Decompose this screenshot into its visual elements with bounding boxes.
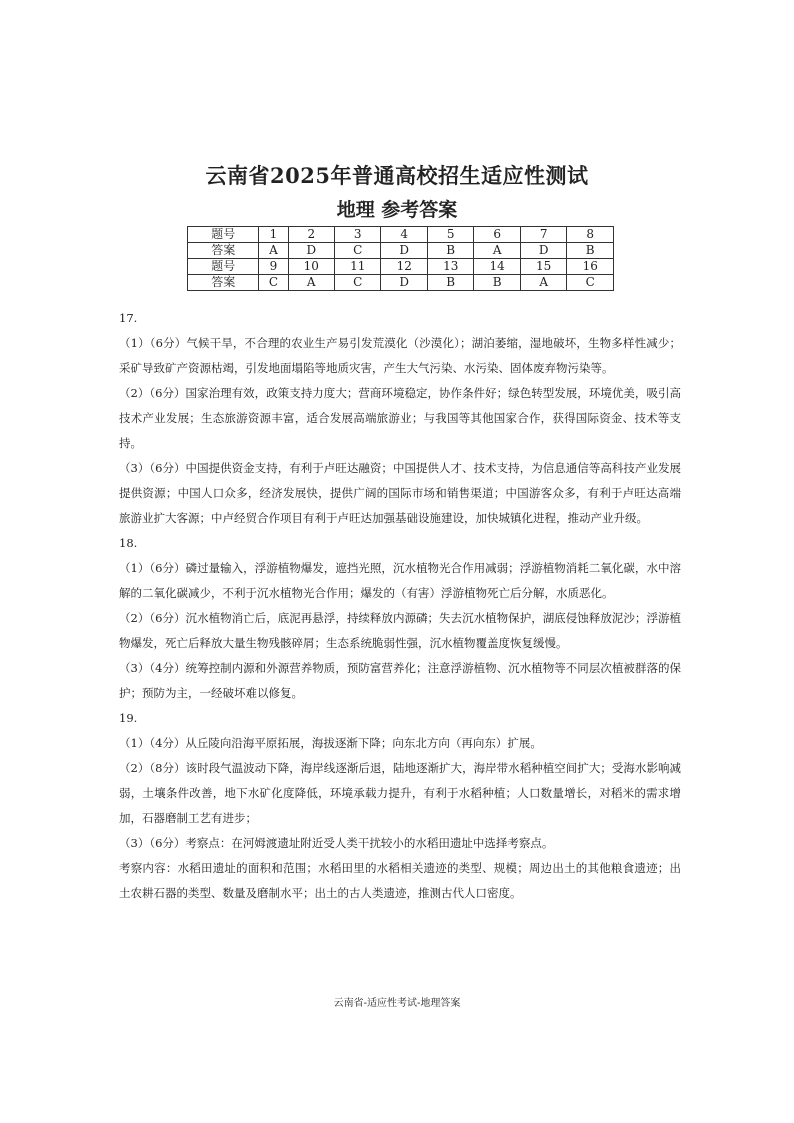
answer-paragraph: （1）（4分）从丘陵向沿海平原拓展，海拔逐渐下降；向东北方向（再向东）扩展。 <box>119 736 542 750</box>
answer-table-cell: 15 <box>520 259 566 275</box>
answer-table-cell: 14 <box>474 259 520 275</box>
answer-table-row <box>188 227 614 243</box>
answer-content <box>119 306 681 906</box>
answer-table-cell: B <box>427 243 473 259</box>
question-number: 19. <box>119 711 138 725</box>
answer-table-cell: C <box>335 243 381 259</box>
question-number: 17. <box>119 311 138 325</box>
answer-table-cell: A <box>474 243 520 259</box>
answer-table-cell: B <box>474 275 520 291</box>
answer-table-header-cell: 题号 <box>188 227 259 243</box>
answer-table <box>187 226 614 291</box>
answer-table-cell: 9 <box>259 259 288 275</box>
answer-table-cell: C <box>335 275 381 291</box>
answer-paragraph: （3）（6分）考察点：在河姆渡遗址附近受人类干扰较小的水稻田遗址中选择考察点。 <box>119 836 554 850</box>
answer-paragraph: （3）（4分）统筹控制内源和外源营养物质，预防富营养化；注意浮游植物、沉水植物等不同层次植被群落的保护；预防为主，一经破坏难以修复。 <box>119 661 681 700</box>
answer-table-cell: 7 <box>520 227 566 243</box>
answer-table-cell: D <box>381 243 427 259</box>
page-footer: 云南省-适应性考试-地理答案 <box>333 998 461 1009</box>
answer-paragraph: （2）（8分）该时段气温波动下降，海岸线逐渐后退，陆地逐渐扩大，海岸带水稻种植空间扩大；受海水影响减弱，土壤条件改善，地下水矿化度降低，环境承载力提升，有利于水稻种植；人口数量增长，对稻米的需求增加，石器磨制工艺有进步； <box>119 761 681 825</box>
answer-table-cell: D <box>288 243 334 259</box>
answer-table-row <box>188 243 614 259</box>
answer-table-cell: 2 <box>288 227 334 243</box>
answer-paragraph: （2）（6分）国家治理有效，政策支持力度大；营商环境稳定，协作条件好；绿色转型发展，环境优美，吸引高技术产业发展；生态旅游资源丰富，适合发展高端旅游业；与我国等其他国家合作，获得国际资金、技术等支持。 <box>119 386 681 450</box>
answer-paragraph: （1）（6分）气候干旱，不合理的农业生产易引发荒漠化（沙漠化）；湖泊萎缩，湿地破坏，生物多样性减少；采矿导致矿产资源枯竭，引发地面塌陷等地质灾害，产生大气污染、水污染、固体废弃物污染等。 <box>119 336 681 375</box>
answer-table-cell: D <box>520 243 566 259</box>
question-block <box>119 306 681 531</box>
answer-table-cell: 5 <box>427 227 473 243</box>
answer-table-cell: 12 <box>381 259 427 275</box>
answer-paragraph: （2）（6分）沉水植物消亡后，底泥再悬浮，持续释放内源磷；失去沉水植物保护，湖底侵蚀释放泥沙；浮游植物爆发，死亡后释放大量生物残骸碎屑；生态系统脆弱性强，沉水植物覆盖度恢复缓慢。 <box>119 611 681 650</box>
answer-table-cell: 1 <box>259 227 288 243</box>
answer-table-cell: 10 <box>288 259 334 275</box>
answer-table-cell: A <box>259 243 288 259</box>
page-title: 云南省2025年普通高校招生适应性测试 <box>205 163 589 188</box>
answer-paragraph: 考察内容：水稻田遗址的面积和范围；水稻田里的水稻相关遗迹的类型、规模；周边出土的其他粮食遗迹；出土农耕石器的类型、数量及磨制水平；出土的古人类遗迹，推测古代人口密度。 <box>119 861 681 900</box>
answer-paragraph: （3）（6分）中国提供资金支持，有利于卢旺达融资；中国提供人才、技术支持，为信息通信等高科技产业发展提供资源；中国人口众多，经济发展快，提供广阔的国际市场和销售渠道；中国游客众多，有利于卢旺达高端旅游业扩大客源；中卢经贸合作项目有利于卢旺达加强基础设施建设，加快城镇化进程，推动产业升级。 <box>119 461 681 525</box>
answer-table-cell: C <box>259 275 288 291</box>
answer-table-row <box>188 275 614 291</box>
answer-table-cell: C <box>567 275 614 291</box>
page-subtitle: 地理 参考答案 <box>336 199 458 221</box>
answer-table-header-cell: 题号 <box>188 259 259 275</box>
answer-table-row <box>188 259 614 275</box>
answer-table-cell: 13 <box>427 259 473 275</box>
answer-table-cell: 16 <box>567 259 614 275</box>
answer-table-cell: 4 <box>381 227 427 243</box>
answer-table-cell: D <box>381 275 427 291</box>
answer-table-cell: A <box>520 275 566 291</box>
answer-table-cell: 11 <box>335 259 381 275</box>
answer-table-header-cell: 答案 <box>188 243 259 259</box>
answer-table-cell: 3 <box>335 227 381 243</box>
answer-table-cell: 8 <box>567 227 614 243</box>
answer-paragraph: （1）（6分）磷过量输入，浮游植物爆发，遮挡光照，沉水植物光合作用减弱；浮游植物消耗二氧化碳，水中溶解的二氧化碳减少，不利于沉水植物光合作用；爆发的（有害）浮游植物死亡后分解，水质恶化。 <box>119 561 681 600</box>
answer-table-cell: B <box>427 275 473 291</box>
answer-table-cell: 6 <box>474 227 520 243</box>
answer-table-cell: A <box>288 275 334 291</box>
question-number: 18. <box>119 536 138 550</box>
question-block <box>119 531 681 706</box>
answer-table-cell: B <box>567 243 614 259</box>
question-block <box>119 706 681 906</box>
answer-table-header-cell: 答案 <box>188 275 259 291</box>
